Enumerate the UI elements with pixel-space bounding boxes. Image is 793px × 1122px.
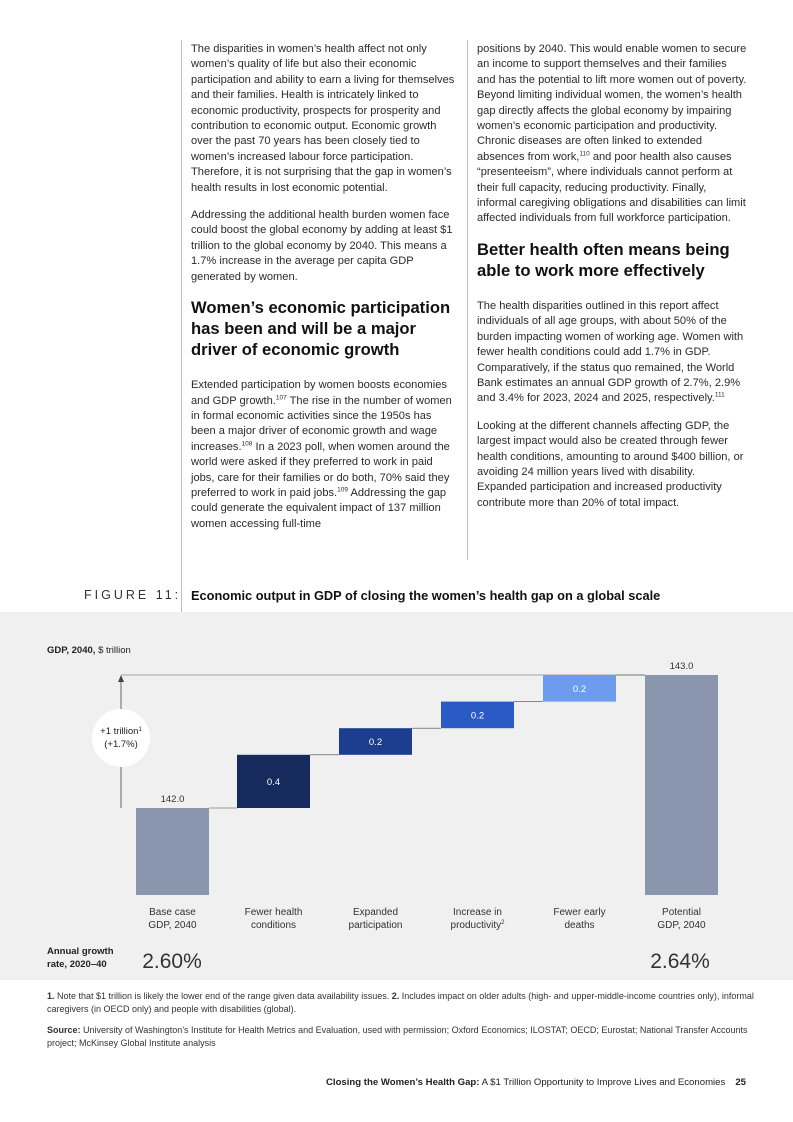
right-text-column <box>477 42 747 523</box>
bracket-arrow <box>118 675 124 682</box>
value-label: 142.0 <box>160 794 185 805</box>
reference-111: 111 <box>714 391 725 399</box>
bar-5 <box>645 675 718 895</box>
column-divider-middle <box>467 40 468 560</box>
growth-end-value: 2.64% <box>650 950 710 973</box>
growth-start-value: 2.60% <box>142 950 202 973</box>
reference-107: 107 <box>275 393 287 401</box>
figure-label: FIGURE 11: <box>84 588 182 602</box>
figure-title: Economic output in GDP of closing the women’s health gap on a global scale <box>191 588 661 603</box>
value-label: 0.4 <box>266 776 281 788</box>
reference-108: 108 <box>241 440 253 448</box>
paragraph: positions by 2040. This would enable women to secure an income to support themselves and their families and has the potential to lift more women out of poverty. Beyond limiting individual women, the women’s health gap directly affects the global economy by impairing women’s economic participation and productivity. Chronic diseases are often linked to extended absences from work,$^{110}$ and poor health also causes “presenteeism”, where individuals cannot perform at their full capacity, reducing productivity. Finally, informal caregiving obligations and disabilities can limit affected individuals from full workforce participation. <box>477 43 747 225</box>
footnotes <box>47 990 757 1058</box>
source-text: Source: University of Washington’s Institute for Health Metrics and Evaluation, used with permission; Oxford Economics; ILOSTAT; OECD; Eurostat; National Transfer Accounts project; McKinsey Global Institute analysis <box>47 1025 748 1048</box>
paragraph: Addressing the additional health burden women face could boost the global economy by adding at least $1 trillion to the global economy by 2040. This means a 1.7% increase in the average per capita GDP generated by women. <box>191 209 453 283</box>
paragraph: The health disparities outlined in this report affect individuals of all age groups, with about 50% of the burden impacting women of working age. Women with fewer health conditions could add 1.7% in GDP. Comparatively, if the status quo remained, the World Bank estimates an annual GDP growth of 2.7%, 2.9% and 3.4% for 2023, 2024 and 2025, respectively.$^{111}$ <box>477 299 744 405</box>
reference-110: 110 <box>579 150 590 158</box>
growth-label: Annual growth <box>47 946 114 957</box>
value-label: 0.2 <box>572 683 587 695</box>
category-label: Increase in productivity$^2$ <box>450 907 505 931</box>
reference-109: 109 <box>337 486 349 494</box>
paragraph: Looking at the different channels affecting GDP, the largest impact would also be created through fewer health conditions, amounting to around $400 billion, or avoiding 24 million years lived with disability. Expanded participation and increased productivity contribute more than 20% of total impact. <box>477 419 744 509</box>
category-label: Fewer early deaths <box>553 907 606 931</box>
paragraph: Extended participation by women boosts economies and GDP growth.$^{107}$ The rise in the number of women in formal economic activities since the 1950s has been a major driver of economic growth and wage increases.$^{108}$ In a 2023 poll, when women around the world were asked if they preferred to work in paid jobs, care for their families or do both, 70% said they preferred to work in paid jobs.$^{109}$ Addressing the gap could generate the equivalent impact of 137 million women accessing full-time <box>191 379 452 530</box>
value-label: 0.2 <box>470 710 485 722</box>
figure-divider <box>181 584 182 612</box>
waterfall-chart <box>0 612 793 980</box>
category-label: Expanded participation <box>348 907 403 931</box>
section-heading: Women’s economic participation has been and will be a major driver of economic growth <box>191 298 451 360</box>
growth-label: rate, 2020–40 <box>47 959 107 970</box>
page-footer: Closing the Women’s Health Gap: A $1 Trillion Opportunity to Improve Lives and Economies 25 <box>325 1077 746 1088</box>
value-label: 0.2 <box>368 737 383 748</box>
annotation-percent: (+1.7%) <box>104 739 138 750</box>
left-text-column <box>191 42 459 544</box>
y-axis-label: GDP, 2040, $ trillion <box>47 645 131 656</box>
category-label: Fewer health conditions <box>244 907 303 931</box>
column-divider-left <box>181 40 182 614</box>
section-heading: Better health often means being able to work more effectively <box>477 239 730 280</box>
category-label: Base case GDP, 2040 <box>148 907 197 931</box>
bar-0 <box>136 808 209 895</box>
category-label: Potential GDP, 2040 <box>657 907 706 931</box>
annotation-circle <box>92 709 150 767</box>
annotation-text: +1 trillion$^1$ <box>100 726 142 737</box>
paragraph: The disparities in women’s health affect not only women’s quality of life but also their economic participation and ability to earn a living for themselves and their families. Health is intricately linked to economic productivity, prospects for prosperity and contribution to economic output. Economic growth over the past 70 years has been closely tied to women’s increased labour force participation. Therefore, it is not surprising that the gap in women’s health results in lost economic potential. <box>191 43 455 194</box>
value-label: 143.0 <box>669 661 694 672</box>
footnote-text: 1. Note that $1 trillion is likely the lower end of the range given data availability issues. 2. Includes impact on older adults (high- and upper-middle-income countries only), informal caregivers (in OECD only) and people with disabilities (global). <box>47 991 754 1014</box>
page-number: 25 <box>735 1077 746 1088</box>
